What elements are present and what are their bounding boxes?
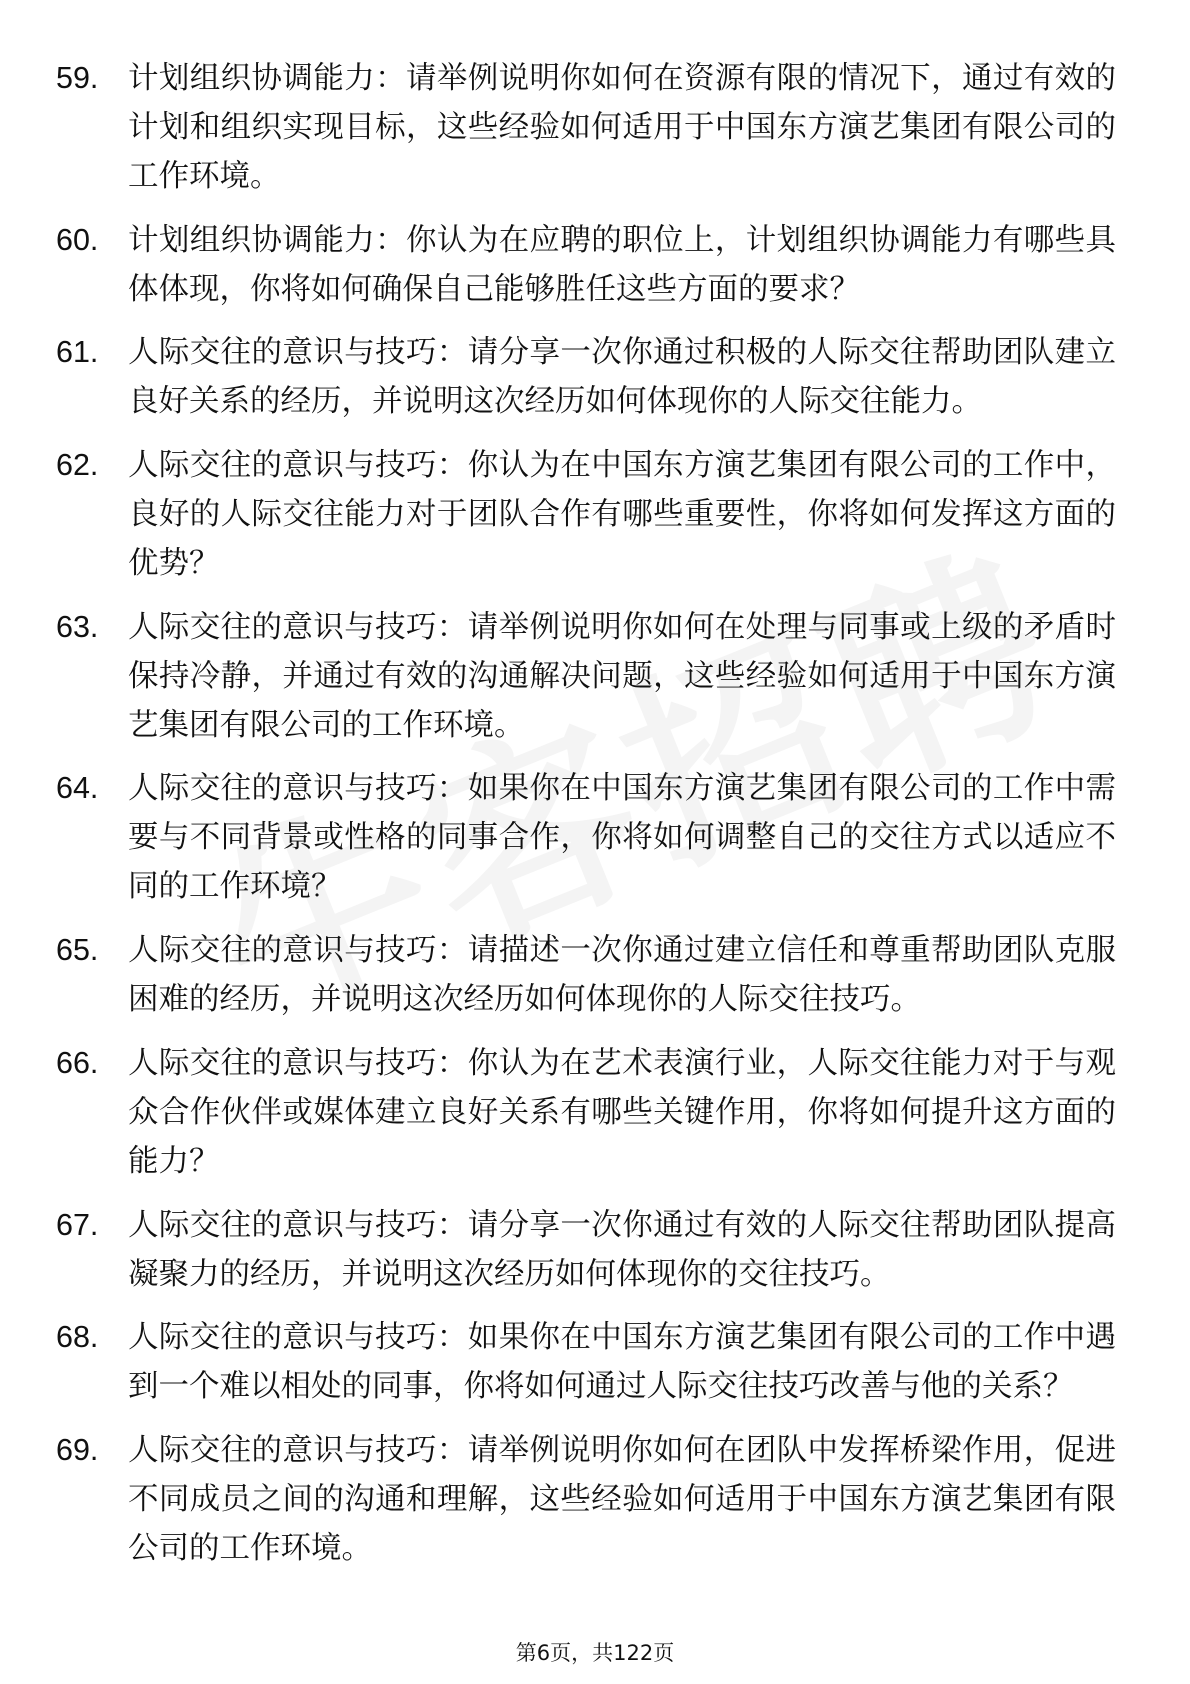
question-text: 计划组织协调能力：你认为在应聘的职位上，计划组织协调能力有哪些具体体现，你将如何确保自己能够胜任这些方面的要求？ (128, 222, 1116, 307)
question-item (56, 54, 1116, 201)
question-number: 63. (56, 609, 99, 644)
question-number: 65. (56, 933, 99, 968)
question-item (56, 764, 1116, 911)
question-item (56, 216, 1116, 314)
question-text: 人际交往的意识与技巧：你认为在中国东方演艺集团有限公司的工作中，良好的人际交往能力对于团队合作有哪些重要性，你将如何发挥这方面的优势？ (128, 448, 1116, 582)
question-number: 64. (56, 771, 99, 806)
question-number: 61. (56, 335, 99, 370)
question-text: 人际交往的意识与技巧：你认为在艺术表演行业，人际交往能力对于与观众合作伙伴或媒体建立良好关系有哪些关键作用，你将如何提升这方面的能力？ (128, 1045, 1116, 1179)
page-number-label: 第6页，共122页 (515, 1641, 675, 1665)
question-text: 人际交往的意识与技巧：请举例说明你如何在团队中发挥桥梁作用，促进不同成员之间的沟通和理解，这些经验如何适用于中国东方演艺集团有限公司的工作环境。 (128, 1432, 1116, 1566)
question-number: 69. (56, 1432, 99, 1467)
question-item (56, 1313, 1116, 1411)
question-item (56, 603, 1116, 750)
question-text: 人际交往的意识与技巧：请描述一次你通过建立信任和尊重帮助团队克服困难的经历，并说明这次经历如何体现你的人际交往技巧。 (128, 933, 1116, 1018)
question-text: 人际交往的意识与技巧：请分享一次你通过有效的人际交往帮助团队提高凝聚力的经历，并说明这次经历如何体现你的交往技巧。 (128, 1207, 1116, 1292)
question-number: 60. (56, 222, 99, 257)
question-number: 67. (56, 1207, 99, 1242)
question-item (56, 926, 1116, 1024)
question-text: 人际交往的意识与技巧：如果你在中国东方演艺集团有限公司的工作中遇到一个难以相处的同事，你将如何通过人际交往技巧改善与他的关系？ (128, 1320, 1116, 1405)
question-number: 68. (56, 1320, 99, 1355)
question-item (56, 441, 1116, 588)
question-text: 计划组织协调能力：请举例说明你如何在资源有限的情况下，通过有效的计划和组织实现目标，这些经验如何适用于中国东方演艺集团有限公司的工作环境。 (128, 61, 1116, 194)
question-number: 62. (56, 448, 99, 483)
page-footer (0, 1637, 1190, 1667)
question-item (56, 328, 1116, 426)
question-item (56, 1201, 1116, 1299)
question-list (56, 54, 1116, 1588)
question-text: 人际交往的意识与技巧：请分享一次你通过积极的人际交往帮助团队建立良好关系的经历，并说明这次经历如何体现你的人际交往能力。 (128, 335, 1116, 420)
question-item (56, 1039, 1116, 1186)
question-number: 59. (56, 61, 99, 95)
question-number: 66. (56, 1045, 99, 1080)
question-item (56, 1426, 1116, 1573)
question-text: 人际交往的意识与技巧：请举例说明你如何在处理与同事或上级的矛盾时保持冷静，并通过有效的沟通解决问题，这些经验如何适用于中国东方演艺集团有限公司的工作环境。 (128, 609, 1116, 743)
question-text: 人际交往的意识与技巧：如果你在中国东方演艺集团有限公司的工作中需要与不同背景或性格的同事合作，你将如何调整自己的交往方式以适应不同的工作环境？ (128, 771, 1116, 905)
